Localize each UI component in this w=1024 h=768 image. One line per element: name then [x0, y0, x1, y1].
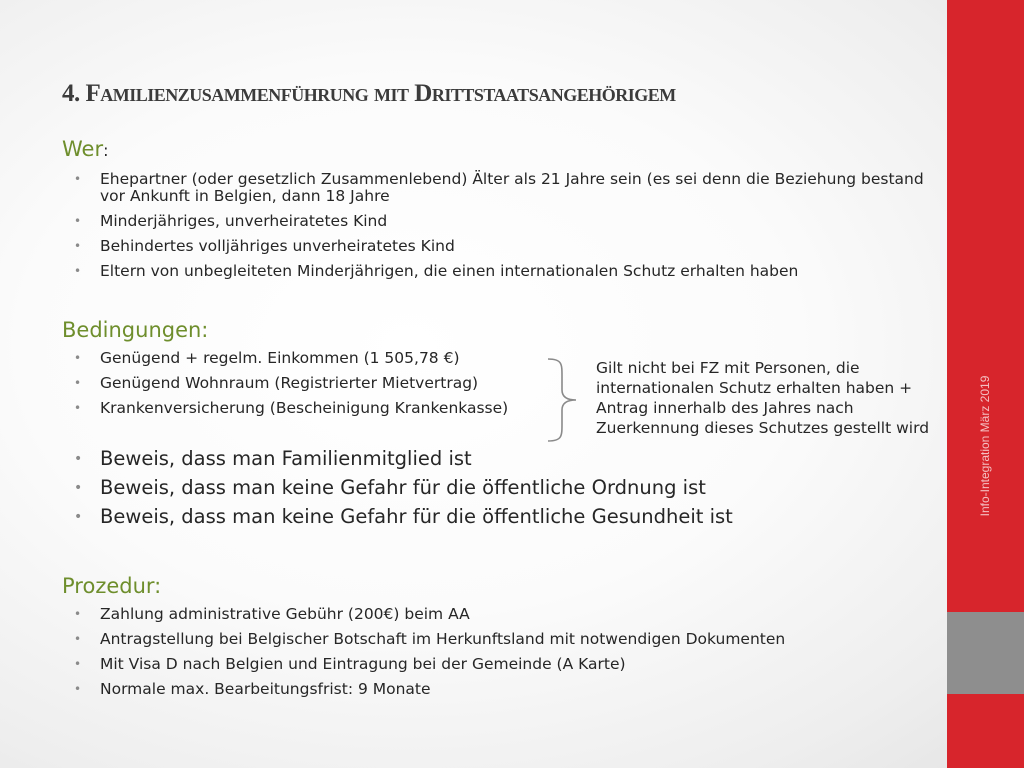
bedingungen-item-text: Genügend + regelm. Einkommen (1 505,78 €) [100, 349, 460, 367]
prozedur-list [70, 606, 940, 706]
bullet-icon: • [74, 172, 82, 186]
bullet-icon: • [74, 264, 82, 278]
list-item [70, 606, 940, 623]
right-curly-brace-icon [546, 356, 582, 444]
section-heading-bedingungen: Bedingungen: [62, 318, 209, 342]
bullet-icon: • [74, 657, 82, 671]
wer-item-text: Minderjähriges, unverheiratetes Kind [100, 212, 388, 230]
list-item [70, 477, 940, 499]
bullet-icon: • [74, 214, 82, 228]
list-item [70, 400, 550, 417]
wer-heading-colon: : [103, 141, 109, 160]
wer-item-text: Behindertes volljähriges unverheiratetes Kind [100, 237, 455, 255]
footer-vertical-label: Info-Integration März 2019 [978, 375, 992, 517]
list-item [70, 448, 940, 470]
right-accent-gray-block [947, 612, 1024, 694]
beweis-item-text: Beweis, dass man Familienmitglied ist [100, 447, 472, 470]
bedingungen-item-text: Genügend Wohnraum (Registrierter Mietvertrag) [100, 374, 479, 392]
list-item [70, 506, 940, 528]
list-item [70, 171, 940, 205]
bullet-icon: • [74, 509, 83, 525]
section-heading-wer [62, 137, 108, 161]
prozedur-item-text: Normale max. Bearbeitungsfrist: 9 Monate [100, 680, 431, 698]
wer-heading-text: Wer [62, 137, 104, 161]
list-item [70, 656, 940, 673]
bedingungen-item-text: Krankenversicherung (Bescheinigung Krankenkasse) [100, 399, 509, 417]
bullet-icon: • [74, 401, 82, 415]
exception-note: Gilt nicht bei FZ mit Personen, die internationalen Schutz erhalten haben + Antrag innerhalb des Jahres nach Zuerkennung dieses Schutzes gestellt wird [596, 359, 930, 437]
list-item [70, 263, 940, 280]
wer-item-text: Ehepartner (oder gesetzlich Zusammenlebend) Älter als 21 Jahre sein (es sei denn die Beziehung bestand vor Ankunft in Belgien, dann 18 Jahre [100, 170, 924, 205]
list-item [70, 631, 940, 648]
beweis-item-text: Beweis, dass man keine Gefahr für die öffentliche Gesundheit ist [100, 505, 733, 528]
bullet-icon: • [74, 376, 82, 390]
list-item [70, 238, 940, 255]
prozedur-item-text: Mit Visa D nach Belgien und Eintragung bei der Gemeinde (A Karte) [100, 655, 626, 673]
bullet-icon: • [74, 451, 83, 467]
bullet-icon: • [74, 607, 82, 621]
list-item [70, 213, 940, 230]
bullet-icon: • [74, 351, 82, 365]
list-item [70, 375, 550, 392]
bullet-icon: • [74, 682, 82, 696]
slide-title: 4. Familienzusammenführung mit Drittstaatsangehörigem [62, 80, 676, 107]
bullet-icon: • [74, 480, 83, 496]
prozedur-item-text: Antragstellung bei Belgischer Botschaft im Herkunftsland mit notwendigen Dokumenten [100, 630, 786, 648]
bedingungen-list [70, 350, 550, 425]
wer-item-text: Eltern von unbegleiteten Minderjährigen, die einen internationalen Schutz erhalten haben [100, 262, 799, 280]
wer-list [70, 171, 940, 288]
bullet-icon: • [74, 632, 82, 646]
prozedur-item-text: Zahlung administrative Gebühr (200€) beim AA [100, 605, 470, 623]
list-item [70, 350, 550, 367]
bullet-icon: • [74, 239, 82, 253]
beweis-item-text: Beweis, dass man keine Gefahr für die öffentliche Ordnung ist [100, 476, 706, 499]
section-heading-prozedur: Prozedur: [62, 574, 162, 598]
list-item [70, 681, 940, 698]
beweis-list [70, 448, 940, 535]
